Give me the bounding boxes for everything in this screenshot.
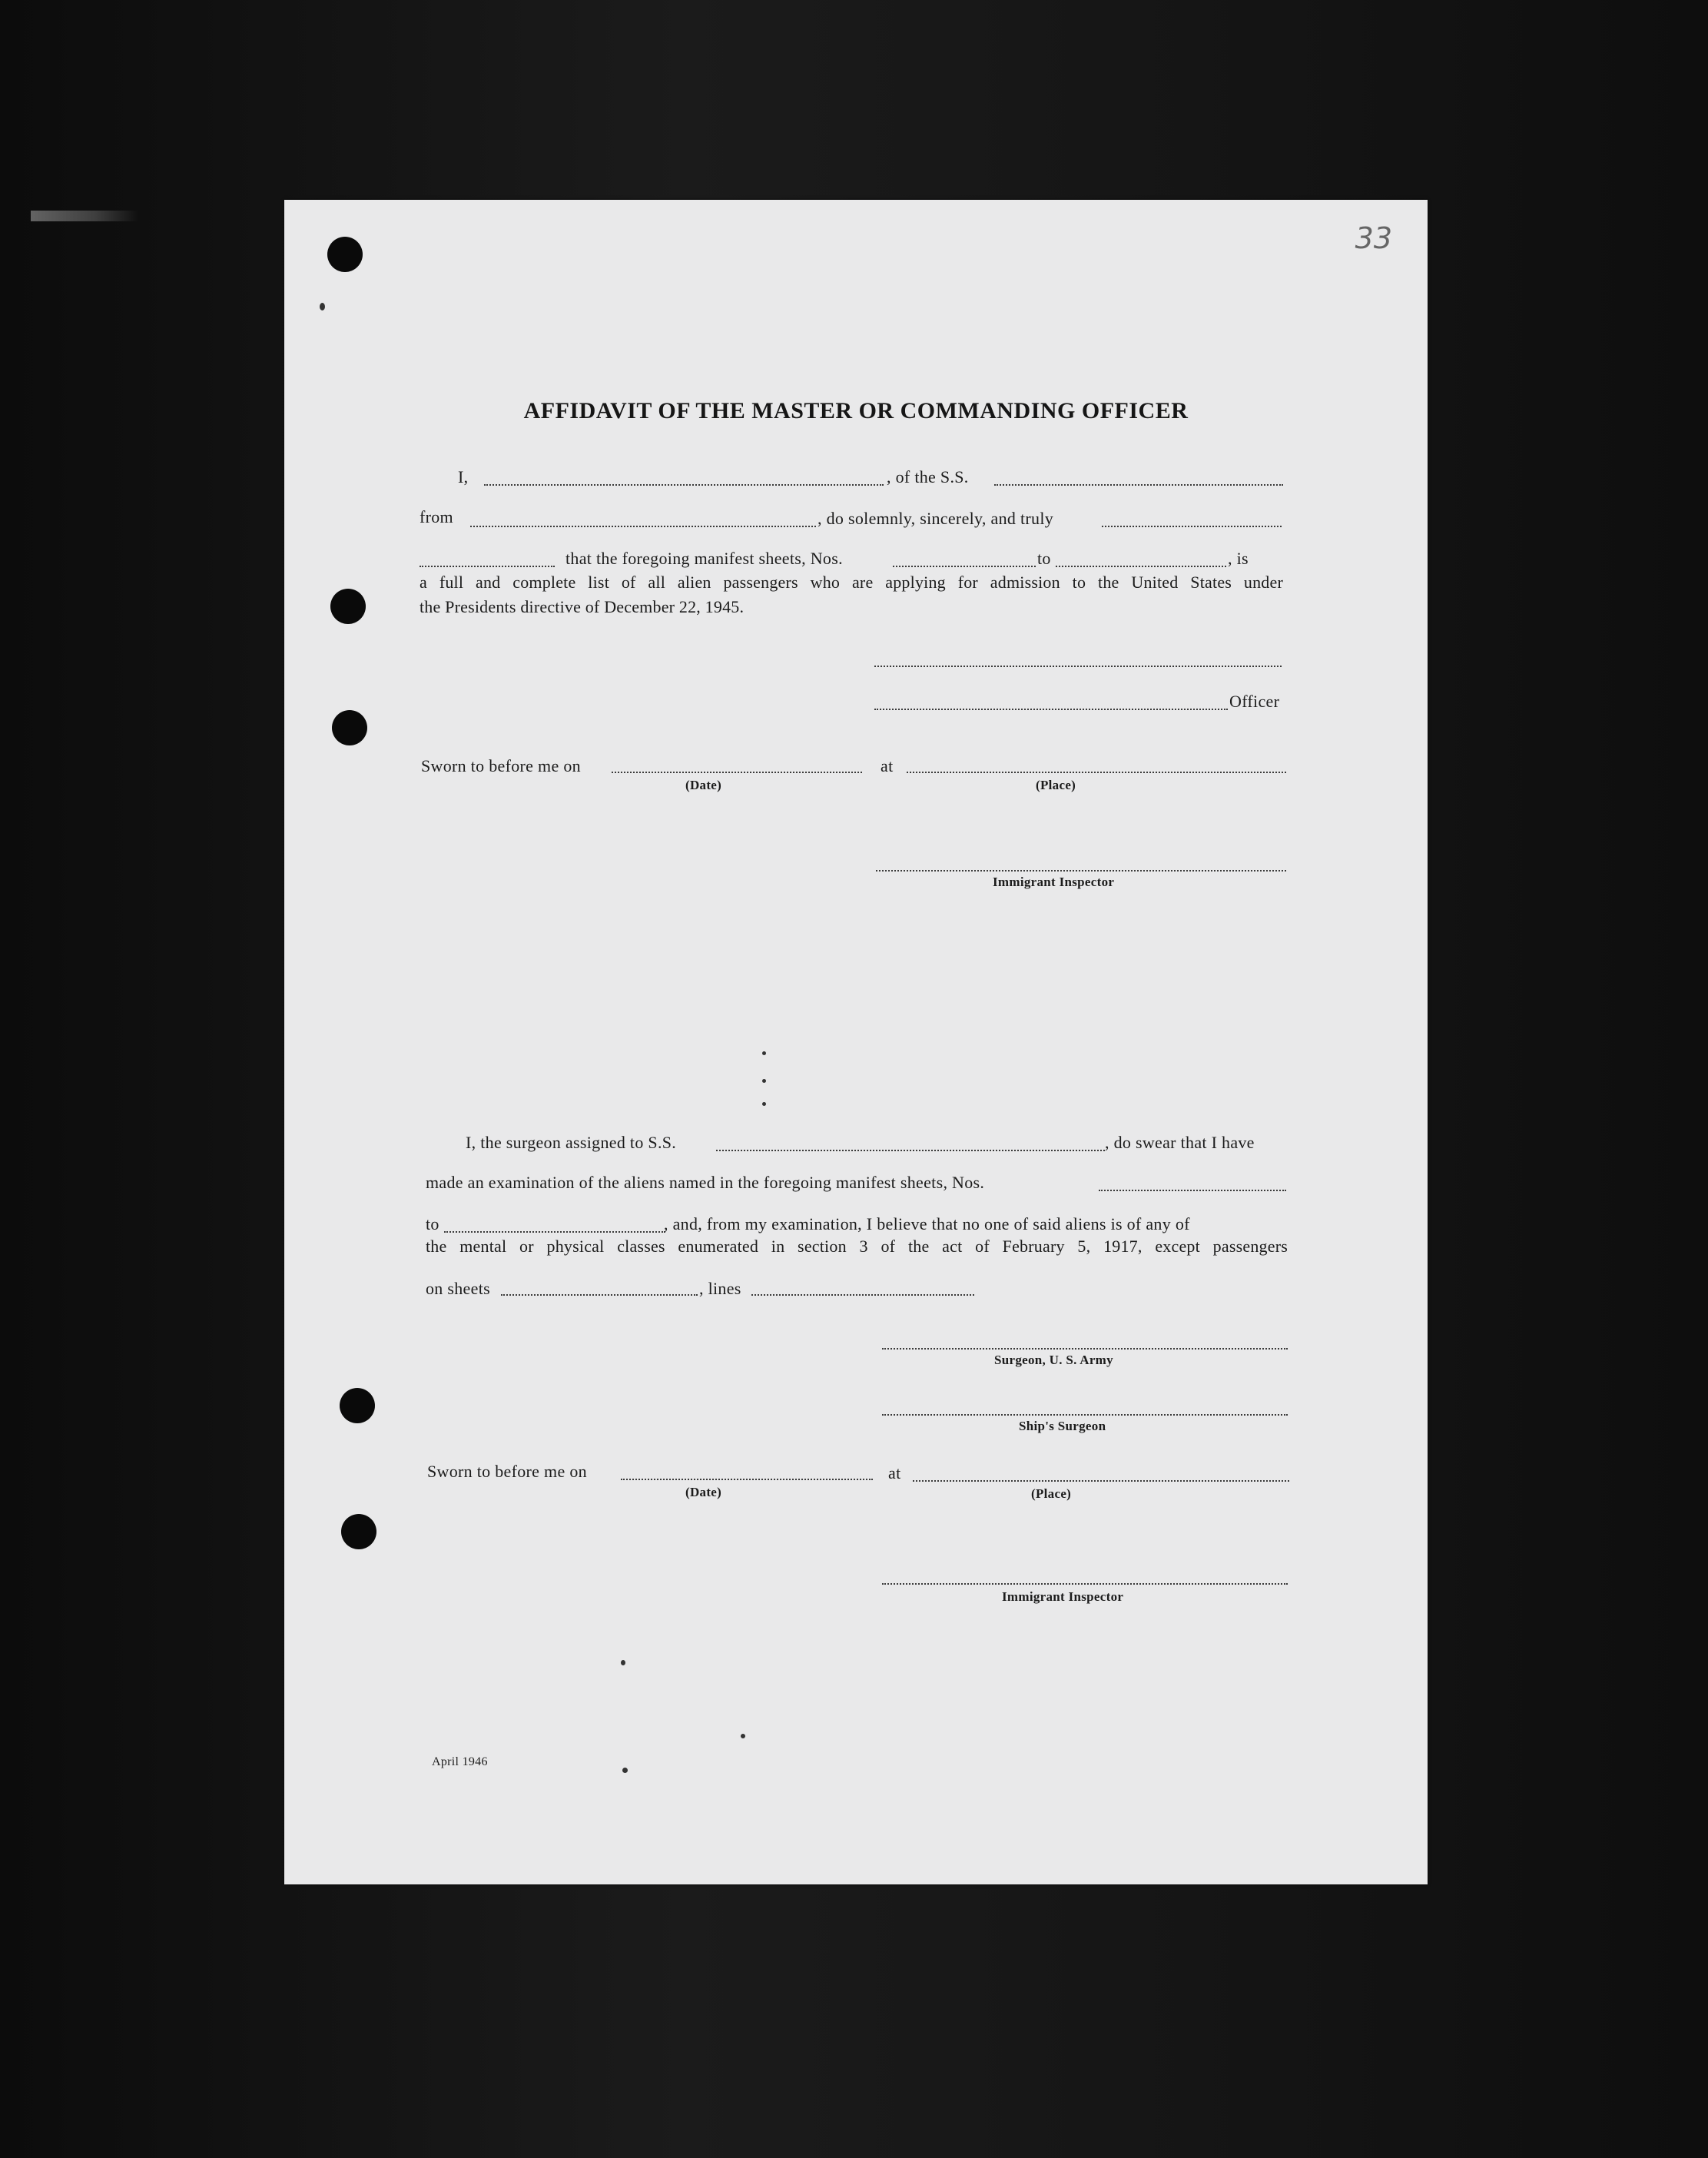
- affidavit-page: [284, 200, 1428, 1884]
- ship-surgeon-label: Ship's Surgeon: [1019, 1419, 1106, 1433]
- surgeon-sheet-to-field[interactable]: [444, 1231, 665, 1233]
- surgeon-swear-label: , do swear that I have: [1105, 1133, 1255, 1152]
- surgeon-place-caption: (Place): [1031, 1486, 1072, 1501]
- master-sworn-place-field[interactable]: [907, 772, 1286, 773]
- master-oath-field[interactable]: [1102, 526, 1282, 527]
- surgeon-lines-field[interactable]: [751, 1294, 974, 1296]
- surgeon-sheet-from-field[interactable]: [1099, 1190, 1286, 1191]
- punch-hole: [341, 1514, 376, 1549]
- master-is-label: , is: [1228, 549, 1249, 568]
- officer-label: Officer: [1229, 692, 1280, 711]
- master-inspector-label: Immigrant Inspector: [993, 875, 1115, 889]
- surgeon-sworn-place-field[interactable]: [913, 1480, 1289, 1482]
- master-from-field[interactable]: [470, 526, 816, 527]
- master-date-caption: (Date): [685, 778, 722, 792]
- page-title: AFFIDAVIT OF THE MASTER OR COMMANDING OFFICER: [523, 398, 1189, 423]
- surgeon-on-sheets-label: on sheets: [426, 1279, 490, 1298]
- surgeon-examination-label: made an examination of the aliens named in the foregoing manifest sheets, Nos.: [426, 1173, 985, 1192]
- surgeon-classes-line: the mental or physical classes enumerated in section 3 of the act of February 5, 1917, except passengers: [426, 1237, 1288, 1256]
- speck: [762, 1051, 766, 1055]
- surgeon-at-label: at: [888, 1463, 901, 1482]
- master-statement-line: a full and complete list of all alien passengers who are applying for admission to the United States under: [420, 573, 1283, 592]
- surgeon-inspector-label: Immigrant Inspector: [1002, 1589, 1124, 1604]
- surgeon-sworn-label: Sworn to before me on: [427, 1462, 587, 1481]
- master-from-label: from: [420, 507, 453, 526]
- master-at-label: at: [881, 756, 894, 775]
- punch-hole: [332, 710, 367, 745]
- ship-surgeon-signature-line[interactable]: [882, 1414, 1288, 1416]
- master-statement-line-2: the Presidents directive of December 22, 1945.: [420, 597, 745, 616]
- surgeon-lines-label: , lines: [699, 1279, 741, 1298]
- surgeon-sheets-field[interactable]: [501, 1294, 698, 1296]
- master-foregoing-label: that the foregoing manifest sheets, Nos.: [565, 549, 843, 568]
- master-sheet-to-field[interactable]: [1056, 566, 1226, 567]
- master-i-label: I,: [458, 467, 469, 486]
- officer-signature-line[interactable]: [874, 709, 1228, 710]
- punch-hole: [340, 1388, 375, 1423]
- page-number: 33: [1355, 221, 1392, 255]
- master-ship-field[interactable]: [994, 484, 1283, 486]
- surgeon-date-caption: (Date): [685, 1485, 722, 1499]
- speck: [621, 1660, 625, 1665]
- speck: [762, 1102, 766, 1106]
- speck: [762, 1079, 766, 1083]
- surgeon-inspector-signature-line[interactable]: [882, 1583, 1288, 1585]
- surgeon-intro-label: I, the surgeon assigned to S.S.: [466, 1133, 677, 1152]
- master-place-caption: (Place): [1036, 778, 1076, 792]
- master-sworn-label: Sworn to before me on: [421, 756, 581, 775]
- master-of-ss-label: , of the S.S.: [887, 467, 969, 486]
- master-solemnly-label: , do solemnly, sincerely, and truly: [818, 509, 1054, 528]
- master-sheet-from-field[interactable]: [893, 566, 1036, 567]
- master-sworn-date-field[interactable]: [612, 772, 862, 773]
- punch-hole: [327, 237, 363, 272]
- master-to-label: to: [1037, 549, 1051, 568]
- speck: [320, 303, 325, 310]
- speck: [622, 1768, 628, 1773]
- master-oath-continued-field[interactable]: [420, 566, 555, 567]
- master-signature-line[interactable]: [874, 666, 1282, 667]
- master-name-field[interactable]: [484, 484, 884, 486]
- surgeon-sworn-date-field[interactable]: [621, 1479, 873, 1480]
- footer-date: April 1946: [432, 1755, 488, 1768]
- surgeon-to-label: to: [426, 1214, 439, 1233]
- army-surgeon-label: Surgeon, U. S. Army: [994, 1353, 1113, 1367]
- surgeon-belief-label: , and, from my examination, I believe that no one of said aliens is of any of: [664, 1214, 1190, 1233]
- speck: [741, 1734, 745, 1738]
- punch-hole: [330, 589, 366, 624]
- surgeon-ship-field[interactable]: [716, 1150, 1105, 1151]
- master-inspector-signature-line[interactable]: [876, 870, 1286, 872]
- army-surgeon-signature-line[interactable]: [882, 1348, 1288, 1350]
- paper-scrap: [31, 211, 138, 221]
